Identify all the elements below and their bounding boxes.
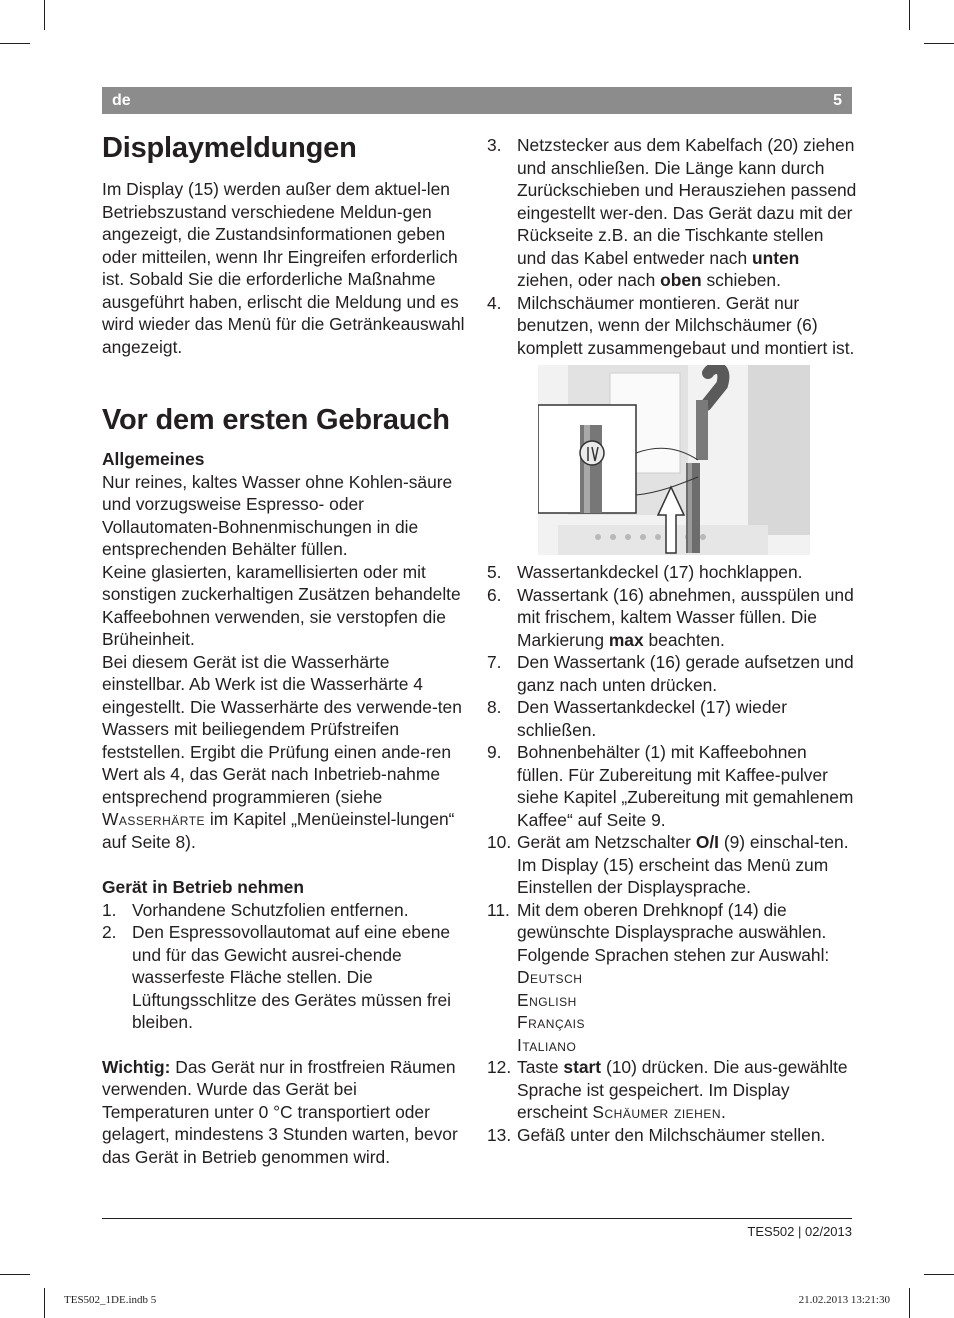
page-number: 5 — [833, 91, 842, 109]
language-option: Italiano — [517, 1034, 577, 1055]
subheading-general: Allgemeines — [102, 449, 205, 469]
list-item: 6. Wassertank (16) abnehmen, ausspülen und mit frischem, kaltem Wasser füllen. Die Markierung max beachten. — [487, 584, 854, 650]
crop-mark — [924, 43, 954, 44]
crop-mark — [924, 1274, 954, 1275]
crop-mark — [44, 1288, 45, 1318]
general-paragraph-2: Keine glasierten, karamellisierten oder mit sonstigen zuckerhaltigen Zusätzen behandelte Kaffeebohnen verwenden, sie verstopfen die Brüheinheit. — [102, 561, 461, 649]
list-item: 11. Mit dem oberen Drehknopf (14) die gewünschte Displaysprache auswählen. Folgende Sprachen stehen zur Auswahl: — [487, 899, 830, 965]
language-option: Deutsch — [517, 967, 583, 987]
print-slug-timestamp: 21.02.2013 13:21:30 — [798, 1294, 890, 1306]
water-hardness-term: Wasserhärte — [102, 809, 206, 829]
list-item: 13. Gefäß unter den Milchschäumer stellen. — [487, 1124, 826, 1145]
list-item: 2. Den Espressovollautomat auf eine ebene und für das Gewicht ausrei-chende wasserfeste Fläche stellen. Die Lüftungsschlitze des Gerätes müssen frei bleiben. — [102, 922, 451, 1032]
subheading-start: Gerät in Betrieb nehmen — [102, 877, 304, 897]
language-option: English — [517, 989, 577, 1010]
list-item: 4. Milchschäumer montieren. Gerät nur benutzen, wenn der Milchschäumer (6) komplett zusammengebaut und montiert ist. — [487, 292, 855, 358]
important-note: Wichtig: Das Gerät nur in frostfreien Räumen verwenden. Wurde das Gerät bei Temperaturen unter 0 °C transportiert oder gelagert, mindestens 3 Stunden warten, bevor das Gerät in Betrieb genommen wird. — [102, 1056, 458, 1167]
language-option: Français — [517, 1012, 585, 1032]
general-paragraph-1: Nur reines, kaltes Wasser ohne Kohlen-säure und vorzugsweise Espresso- oder Vollautomaten-Bohnenmischungen in die entsprechenden Behälter füllen. — [102, 471, 453, 559]
crop-mark — [44, 0, 45, 30]
language-list — [517, 966, 857, 1056]
list-item: 8. Den Wassertankdeckel (17) wieder schließen. — [487, 697, 787, 740]
crop-mark — [909, 0, 910, 30]
list-item: 5. Wassertankdeckel (17) hochklappen. — [487, 562, 803, 582]
milk-frother-illustration — [538, 365, 810, 555]
list-item: 7. Den Wassertank (16) gerade aufsetzen und ganz nach unten drücken. — [487, 652, 854, 695]
left-column — [102, 130, 467, 1168]
list-item: 3. Netzstecker aus dem Kabelfach (20) ziehen und anschließen. Die Länge kann durch Zurückschieben und Herausziehen passend eingestellt wer-den. Das Gerät dazu mit der Rückseite z.B. an die Tischkante stellen und das Kabel entweder nach unten ziehen, oder nach oben schieben. — [487, 135, 857, 290]
crop-mark — [0, 43, 30, 44]
list-item: 9. Bohnenbehälter (1) mit Kaffeebohnen füllen. Für Zubereitung mit Kaffee-pulver siehe Kapitel „Zubereitung mit gemahlenem Kaffee“ auf Seite 9. — [487, 742, 854, 830]
language-code: de — [112, 91, 131, 109]
heading-displaymeldungen: Displaymeldungen — [102, 132, 357, 164]
list-item: 10. Gerät am Netzschalter O/I (9) einschal-ten. Im Display (15) erscheint das Menü zum Einstellen der Displaysprache. — [487, 832, 849, 897]
right-column — [487, 134, 857, 1146]
general-paragraph-3: Bei diesem Gerät ist die Wasserhärte einstellbar. Ab Werk ist die Wasserhärte 4 eingestellt. Die Wasserhärte des verwende-ten Wassers mit beiliegendem Prüfstreifen feststellen. Ergibt die Prüfung einen ande-ren Wert als 4, das Gerät nach Inbetrieb-nahme entsprechend programmieren (siehe Wasserhärte im Kapitel „Menüeinstel-lungen“ auf Seite 8). — [102, 651, 462, 852]
footer-model-date: TES502 | 02/2013 — [747, 1224, 852, 1239]
list-item: 12. Taste start (10) drücken. Die aus-gewählte Sprache ist gespeichert. Im Display erscheint Schäumer ziehen. — [487, 1057, 848, 1122]
print-slug-file: TES502_1DE.indb 5 — [64, 1294, 157, 1306]
list-item: 1. Vorhandene Schutzfolien entfernen. — [102, 899, 409, 920]
crop-mark — [0, 1274, 30, 1275]
intro-paragraph: Im Display (15) werden außer dem aktuel-len Betriebszustand verschiedene Meldun-gen angezeigt, die Zustandsinformationen geben oder mitteilen, wenn Ihr Eingreifen erforderlich ist. Sobald Sie die erforderliche Maßnahme ausgeführt haben, erlischt die Meldung und es wird wieder das Menü für die Getränkeauswahl angezeigt. — [102, 179, 465, 357]
heading-first-use: Vor dem ersten Gebrauch — [102, 404, 450, 436]
page-header — [102, 87, 852, 114]
crop-mark — [909, 1288, 910, 1318]
milk-frother-drawing — [538, 365, 810, 555]
footer-rule — [102, 1218, 852, 1219]
